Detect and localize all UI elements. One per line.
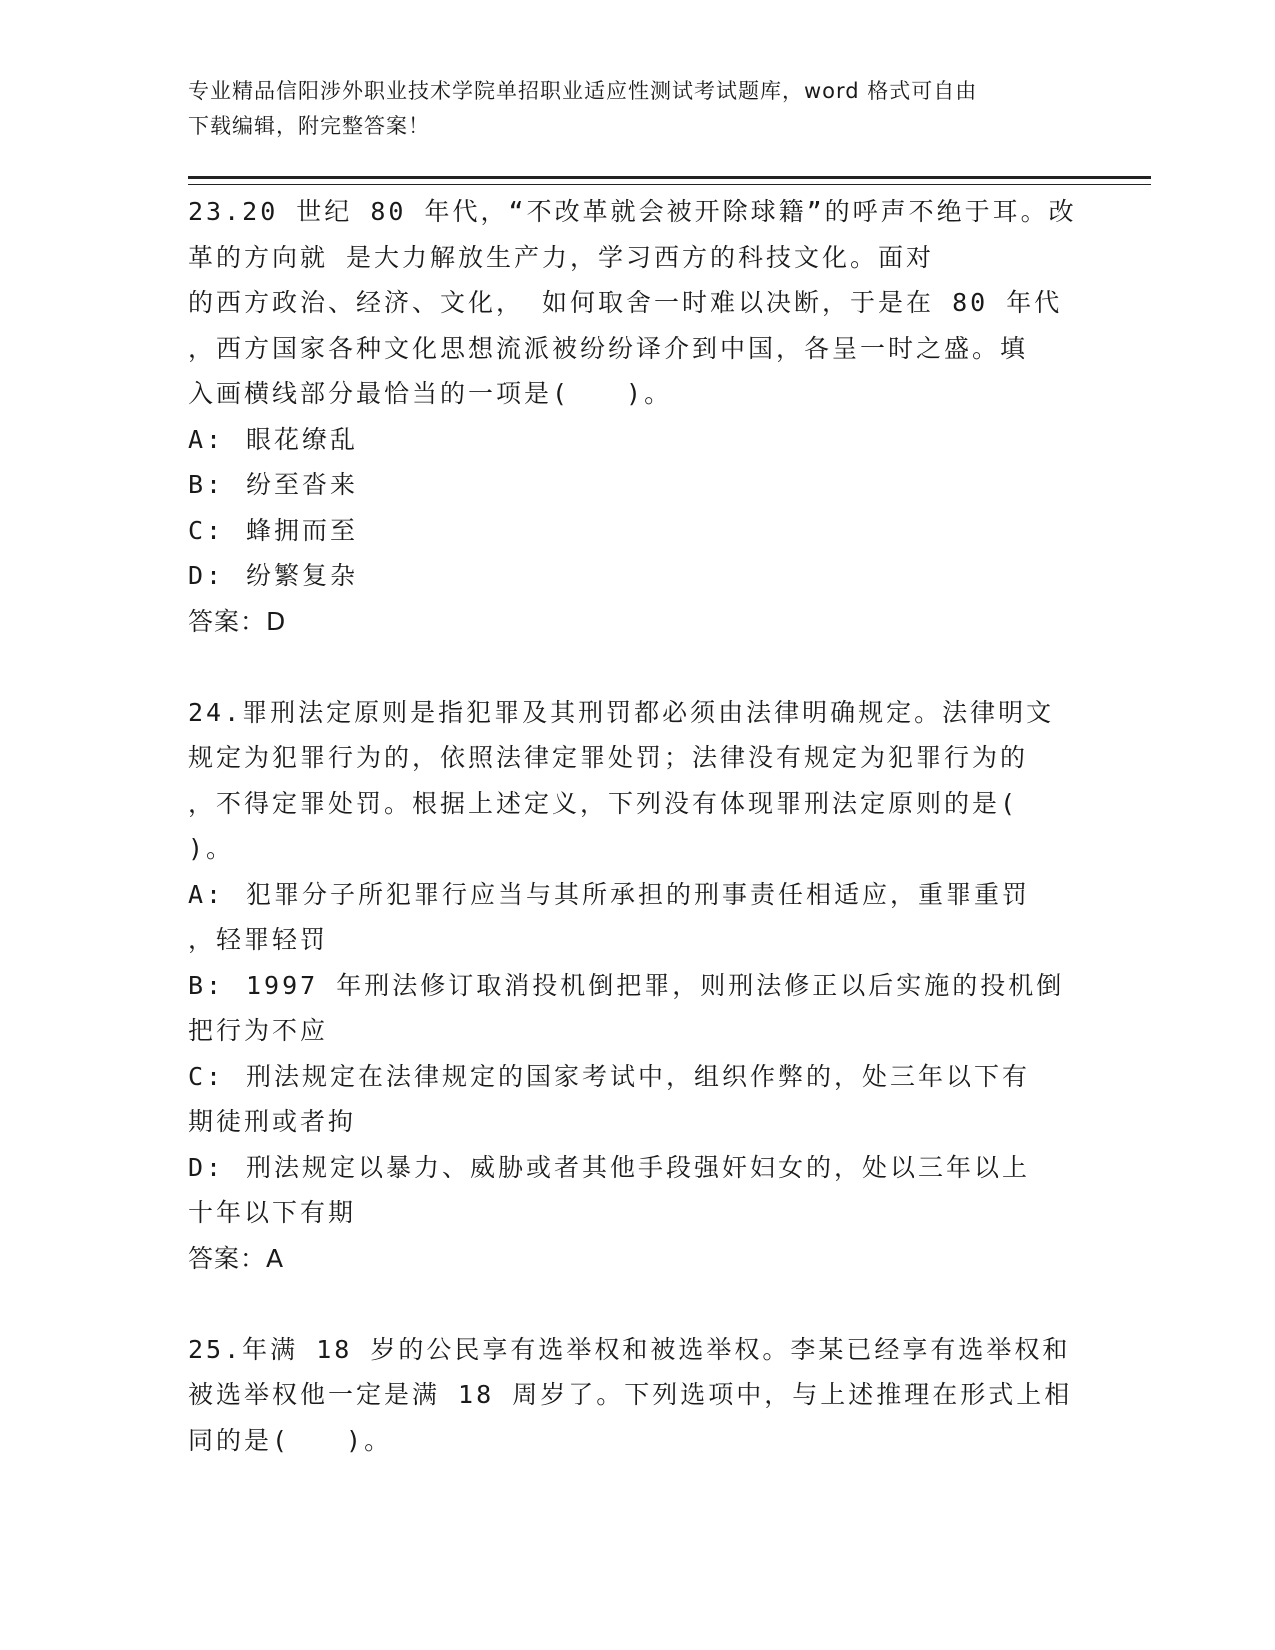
question-stem-line: 入画横线部分最恰当的一项是( )。 — [188, 379, 673, 408]
header-line-1: 专业精品信阳涉外职业技术学院单招职业适应性测试考试题库，word 格式可自由 — [188, 79, 978, 103]
option-letter: B: — [188, 970, 225, 1000]
question-stem-line: 被选举权他一定是满 18 周岁了。下列选项中，与上述推理在形式上相 — [188, 1380, 1073, 1409]
option-line — [188, 917, 1088, 963]
question-block — [188, 189, 1088, 690]
option-text: 刑法规定在法律规定的国家考试中，组织作弊的，处三年以下有 — [246, 1061, 1031, 1091]
question-stem-line: 25.年满 18 岁的公民享有选举权和被选举权。李某已经享有选举权和 — [188, 1334, 1071, 1364]
option-text: 十年以下有期 — [188, 1198, 357, 1227]
option-line — [188, 1190, 1088, 1236]
question-stem-line: 23.20 世纪 80 年代，“不改革就会被开除球籍”的呼声不绝于耳。改 — [188, 197, 1077, 226]
option-letter: D: — [188, 561, 225, 590]
option-text: 把行为不应 — [188, 1016, 329, 1045]
option-text: 眼花缭乱 — [246, 424, 359, 454]
option-line — [188, 462, 1088, 508]
question-stem-line: 同的是( )。 — [188, 1425, 393, 1455]
header-line-2: 下载编辑，附完整答案！ — [188, 114, 430, 138]
question-stem-line: )。 — [188, 834, 235, 863]
header-rule-thick — [188, 176, 1151, 179]
question-stem-line: 的西方政治、经济、文化， 如何取舍一时难以决断，于是在 80 年代 — [188, 288, 1063, 317]
option-letter: A: — [188, 424, 225, 454]
option-text: 蜂拥而至 — [246, 515, 359, 545]
option-text: 犯罪分子所犯罪行应当与其所承担的刑事责任相适应，重罪重罚 — [246, 879, 1031, 909]
question-stem-line: 24.罪刑法定原则是指犯罪及其刑罚都必须由法律明确规定。法律明文 — [188, 697, 1055, 727]
option-line — [188, 417, 1088, 463]
option-line — [188, 1008, 1088, 1054]
option-letter: B: — [188, 470, 225, 499]
question-stem-line: 革的方向就 是大力解放生产力，学习西方的科技文化。面对 — [188, 242, 935, 272]
option-line — [188, 1145, 1088, 1191]
option-line — [188, 963, 1088, 1009]
option-letter: A: — [188, 879, 225, 909]
option-text: 刑法规定以暴力、威胁或者其他手段强奸妇女的，处以三年以上 — [246, 1152, 1031, 1182]
answer-line: 答案：D — [188, 606, 287, 636]
answer-line: 答案：A — [188, 1243, 285, 1273]
page-header — [188, 74, 1068, 144]
option-text: 期徒刑或者拘 — [188, 1107, 357, 1136]
spacer — [188, 1281, 1088, 1327]
option-line — [188, 872, 1088, 918]
option-line — [188, 1099, 1088, 1145]
option-letter: D: — [188, 1152, 225, 1182]
option-letter: C: — [188, 515, 225, 545]
question-block — [188, 1327, 1088, 1464]
question-list — [188, 189, 1088, 1463]
question-stem-line: 规定为犯罪行为的，依照法律定罪处罚；法律没有规定为犯罪行为的 — [188, 743, 1029, 772]
question-stem-line: ，西方国家各种文化思想流派被纷纷译介到中国，各呈一时之盛。填 — [188, 333, 1029, 363]
option-text: ，轻罪轻罚 — [188, 925, 329, 954]
option-line — [188, 508, 1088, 554]
question-block — [188, 690, 1088, 1327]
option-text: 1997 年刑法修订取消投机倒把罪，则刑法修正以后实施的投机倒 — [246, 970, 1065, 1000]
option-line — [188, 1054, 1088, 1100]
option-line — [188, 553, 1088, 599]
question-stem-line: ，不得定罪处罚。根据上述定义，下列没有体现罪刑法定原则的是( — [188, 788, 1019, 818]
option-text: 纷繁复杂 — [246, 561, 359, 590]
option-text: 纷至沓来 — [246, 470, 359, 499]
option-letter: C: — [188, 1061, 225, 1091]
spacer — [188, 644, 1088, 690]
header-rule-thin — [188, 184, 1151, 185]
